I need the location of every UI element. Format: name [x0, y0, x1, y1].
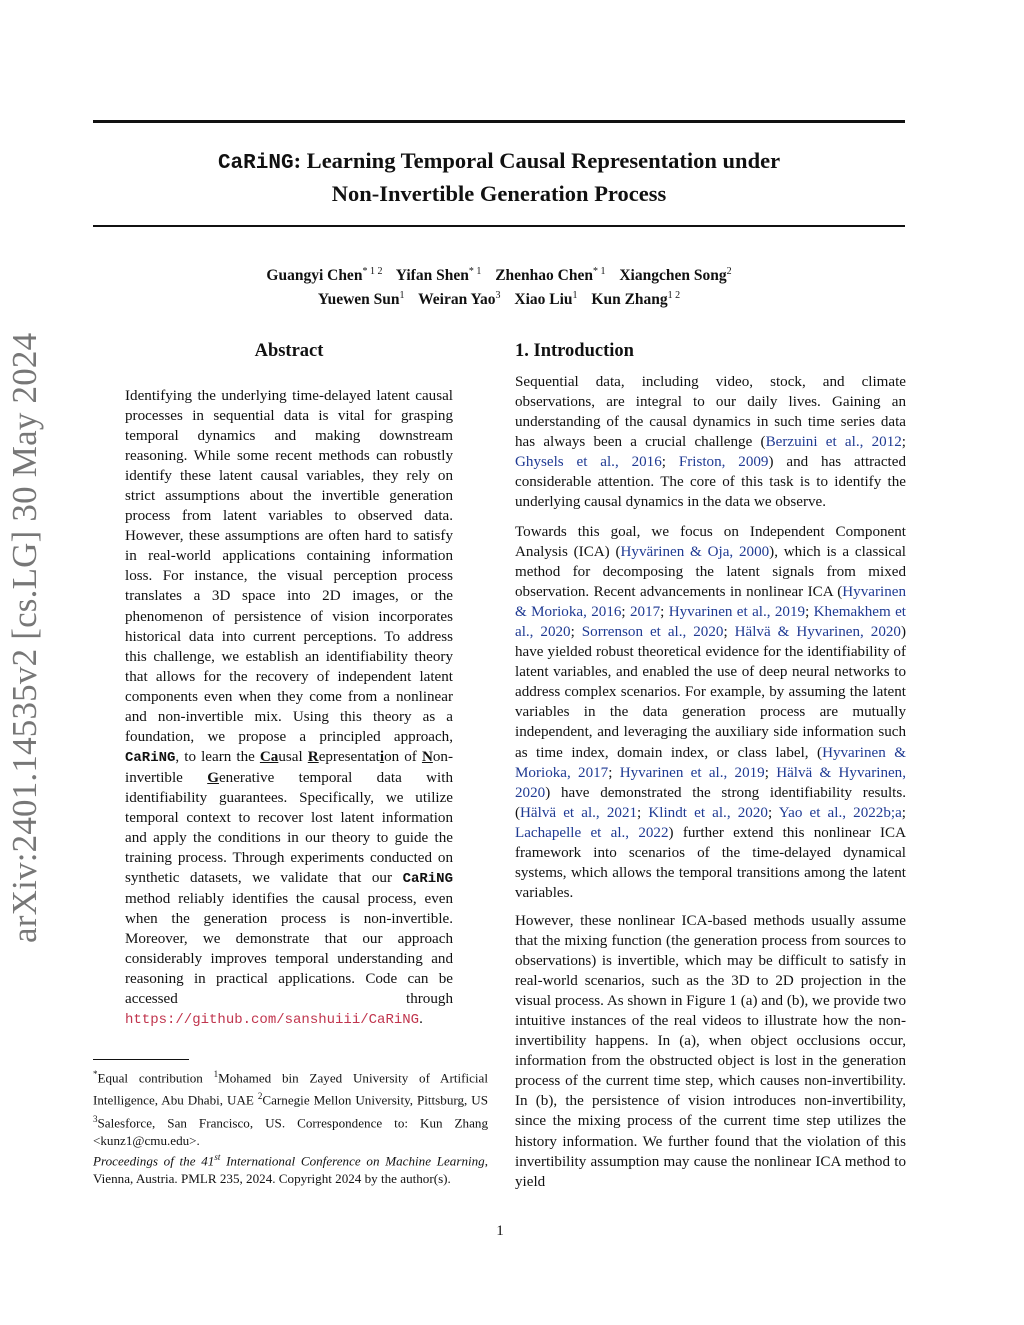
citation: Hyvärinen & Oja, 2000: [620, 544, 770, 561]
intro-paragraph-3: However, these nonlinear ICA-based methods usually assume that the mixing function (the generation process from sources to observations) is invertible, which may be difficult to satisfy in real-world scenarios, such as the 3D to 2D projection in the visual process. As shown in Figure 1 (a) and (b), we provide two intuitive instances of the real videos to illustrate how the non-invertibility happens. In (a), when object occlusions occur, information from the obstructed object is lost in the generation process of the current time step, which causes non-invertibility. In (b), the persistence of vision introduces non-invertibility, since the mixing process of the current time step utilizes the history information. We further found that the violation of this invertibility assumption may cause the nonlinear ICA method to yield: [515, 913, 906, 1190]
author: Yuewen Sun$^1$: [317, 290, 405, 309]
proceedings-footnote: Proceedings of the 41st International Conference on Machine Learning, Vienna, Austria. PMLR 235, 2024. Copyright 2024 by the author(s).: [93, 1152, 489, 1187]
page-number: 1: [496, 1223, 504, 1239]
title-bottom-rule: [93, 225, 905, 227]
intro-paragraph-2: Towards this goal, we focus on Independent Component Analysis (ICA) (Hyvärinen & Oja, 2000), which is a classical method for decomposing the latent signals from mixed observation. Recent advancements in nonlinear ICA (Hyvarinen & Morioka, 2016; 2017; Hyvarinen et al., 2019; Khemakhem et al., 2020; Sorrenson et al., 2020; Hälvä & Hyvarinen, 2020) have yielded robust theoretical evidence for the identifiability of latent variables, and enabled the use of deep neural networks to address complex scenarios. For example, by assuming the latent variables in the data generation process are mutually independent, and leveraging the auxiliary side information such as time index, domain index, or class label, (Hyvarinen & Morioka, 2017; Hyvarinen et al., 2019; Hälvä & Hyvarinen, 2020) have demonstrated the strong identifiability results. (Hälvä et al., 2021; Klindt et al., 2020; Yao et al., 2022b;a; Lachapelle et al., 2022) further extend this nonlinear ICA framework into scenarios of the time-delayed dynamical systems, which allows the temporal transitions among the latent variables.: [515, 524, 907, 901]
author-list: [93, 262, 905, 310]
intro-paragraph-1: Sequential data, including video, stock, and climate observations, are integral to our daily lives. Gaining an understanding of the causal dynamics in such time series data has always been a crucial challenge (Berzuini et al., 2012; Ghysels et al., 2016; Friston, 2009) and has attracted considerable attention. The core of this task is to identify the underlying causal dynamics in the data we observe.: [515, 374, 906, 511]
citation: Lachapelle et al., 2022: [515, 824, 669, 841]
citation: Berzuini et al., 2012: [765, 434, 902, 451]
citation: Friston, 2009: [678, 454, 769, 471]
arxiv-stamp: arXiv:2401.14535v2 [cs.LG] 30 May 2024: [5, 332, 44, 943]
author: Zhenhao Chen$^{* 1}$: [495, 266, 606, 285]
abstract-heading: Abstract: [254, 341, 324, 361]
citation: Hälvä & Hyvarinen, 2020: [515, 764, 907, 801]
title-top-rule: [93, 120, 905, 123]
citation: Khemakhem et al., 2020: [515, 604, 907, 641]
citation: Ghysels et al., 2016: [515, 454, 662, 471]
citation: Hälvä & Hyvarinen, 2020: [734, 624, 901, 641]
citation: 2017: [629, 604, 661, 621]
citation: Yao et al., 2022b;a: [778, 804, 902, 821]
author: Weiran Yao$^3$: [418, 290, 501, 309]
citation: Hyvarinen et al., 2019: [619, 764, 765, 781]
citation: Hyvarinen et al., 2019: [668, 604, 806, 621]
abstract-text: Identifying the underlying time-delayed latent causal processes in sequential data is vital for grasping temporal dynamics and making downstream reasoning. While some recent methods can robustly identify these latent causal variables, they rely on strict assumptions about the invertible generation process from latent variables to observed data. However, these assumptions are often hard to satisfy in real-world applications containing information loss. For instance, the visual perception process translates a 3D space into 2D images, or the phenomenon of persistence of vision incorporates historical data into current perceptions. To address this challenge, we establish an identifiability theory that allows for the recovery of independent latent components even when they come from a nonlinear and non-invertible mix. Using this theory as a foundation, we propose a principled approach, CaRiNG, to learn the Causal Representation of Non-invertible Generative temporal data with identifiability guarantees. Specifically, we utilize temporal context to recover lost latent information and apply the conditions in our theory to guide the training process. Through experiments conducted on synthetic datasets, we validate that our CaRiNG method reliably identifies the causal process, even when the generation process is non-invertible. Moreover, we demonstrate that our approach considerably improves temporal understanding and reasoning in practical applications. Code can be accessed through https://github.com/sanshuiii/CaRiNG.: [125, 388, 453, 1029]
citation: Hälvä et al., 2021: [520, 804, 638, 821]
footnote-rule: [93, 1059, 189, 1060]
introduction-heading: 1. Introduction: [515, 341, 634, 361]
citation: Hyvarinen & Morioka, 2016: [515, 584, 906, 621]
code-link[interactable]: https://github.com/sanshuiii/CaRiNG: [125, 1012, 420, 1029]
method-name: CaRiNG: [217, 152, 294, 175]
affiliations-footnote: *Equal contribution $^1$Mohamed bin Zayed University of Artificial Intelligence, Abu Dhabi, UAE $^2$Carnegie Mellon University, Pittsburg, US $^3$Salesforce, San Francisco, US. Correspondence to: Kun Zhang <kunz1@cmu.edu>.: [93, 1069, 488, 1149]
author: Guangyi Chen$^{* 1 2}$: [266, 266, 383, 285]
paper-title: CaRiNG: Learning Temporal Causal Representation under Non-Invertible Generation Process: [217, 148, 781, 206]
citation: Sorrenson et al., 2020: [581, 624, 724, 641]
author: Xiao Liu$^1$: [514, 290, 578, 309]
author: Xiangchen Song$^2$: [619, 266, 732, 285]
citation: Klindt et al., 2020: [648, 804, 768, 821]
citation: Hyvarinen & Morioka, 2017: [515, 744, 906, 781]
author: Yifan Shen$^{* 1}$: [395, 266, 482, 285]
author: Kun Zhang$^{1 2}$: [591, 290, 681, 309]
